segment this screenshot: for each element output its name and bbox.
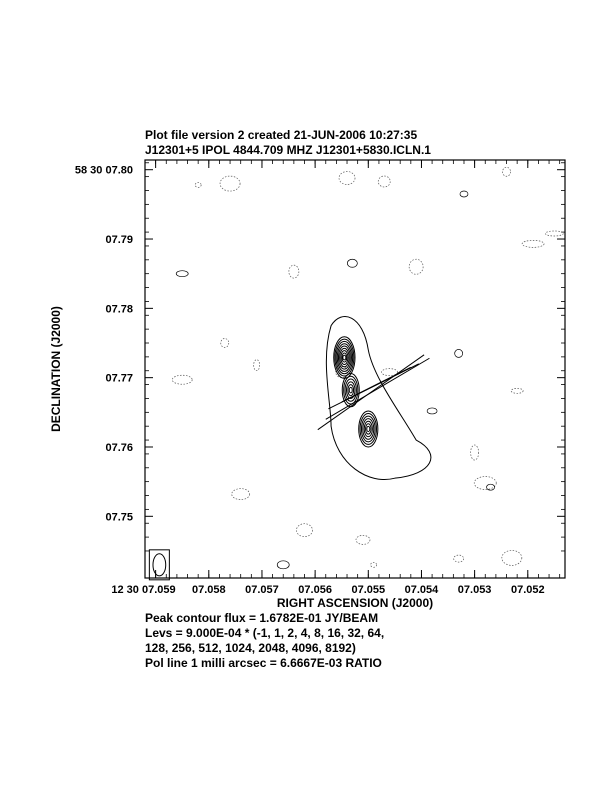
y-tick-label: 58 30 07.80 — [74, 164, 133, 177]
plot-header-line1: Plot file version 2 created 21-JUN-2006 10:27:35 — [145, 128, 418, 142]
y-tick-label: 07.75 — [105, 511, 133, 524]
x-tick-label: 12 30 07.059 — [111, 584, 176, 596]
contour-level — [338, 346, 350, 369]
noise-contour — [339, 172, 355, 185]
noise-contour — [296, 524, 312, 537]
small-contour — [347, 259, 357, 267]
plot-frame — [145, 160, 565, 578]
small-contour — [277, 561, 289, 569]
contour-envelope — [326, 317, 431, 480]
noise-contour — [220, 176, 240, 191]
y-tick-label: 07.77 — [105, 372, 133, 385]
noise-contour — [409, 259, 423, 274]
noise-contour — [221, 339, 229, 348]
noise-contour — [195, 182, 201, 187]
noise-contour — [503, 167, 511, 176]
small-contour — [460, 191, 468, 197]
pol-line-text: Pol line 1 milli arcsec = 6.6667E-03 RATIO — [145, 656, 382, 670]
y-tick-label: 07.76 — [105, 441, 133, 454]
beam-ellipse — [153, 554, 166, 576]
y-tick-label: 07.79 — [105, 234, 133, 247]
small-contour — [176, 271, 188, 277]
noise-contour — [471, 445, 479, 460]
contour-level — [343, 355, 346, 360]
x-tick-label: 07.055 — [351, 584, 386, 596]
x-tick-label: 07.056 — [298, 584, 332, 596]
noise-contour — [454, 555, 464, 562]
noise-contour — [356, 535, 370, 544]
x-tick-label: 07.054 — [404, 584, 439, 596]
noise-contour — [545, 231, 563, 236]
levels-text-1: Levs = 9.000E-04 * (-1, 1, 2, 4, 8, 16, 32, 64, — [145, 626, 385, 640]
x-axis-title: RIGHT ASCENSION (J2000) — [276, 596, 434, 610]
x-tick-label: 07.058 — [191, 584, 226, 596]
noise-contour — [371, 562, 377, 567]
y-axis-title: DECLINATION (J2000) — [49, 306, 63, 432]
peak-flux-text: Peak contour flux = 1.6782E-01 JY/BEAM — [145, 611, 379, 625]
x-tick-label: 07.052 — [510, 584, 545, 596]
noise-contour — [172, 375, 192, 384]
contour-level — [367, 426, 370, 431]
x-tick-label: 07.057 — [245, 584, 279, 596]
x-tick-label: 07.053 — [457, 584, 492, 596]
plot-header-line2: J12301+5 IPOL 4844.709 MHZ J12301+5830.ICLN.1 — [145, 143, 431, 157]
noise-contour — [289, 265, 299, 278]
contour-level — [361, 416, 375, 442]
levels-text-2: 128, 256, 512, 1024, 2048, 4096, 8192) — [145, 641, 356, 655]
noise-contour — [474, 477, 496, 490]
y-tick-label: 07.78 — [105, 303, 133, 316]
small-contour — [487, 484, 495, 490]
small-contour — [455, 349, 463, 357]
small-contour — [427, 408, 437, 414]
noise-contour — [502, 550, 522, 565]
noise-contour — [522, 240, 544, 247]
noise-contour — [511, 388, 523, 393]
noise-contour — [232, 489, 250, 500]
noise-contour — [254, 360, 260, 371]
contour-level — [349, 387, 352, 393]
noise-contour — [378, 176, 390, 187]
